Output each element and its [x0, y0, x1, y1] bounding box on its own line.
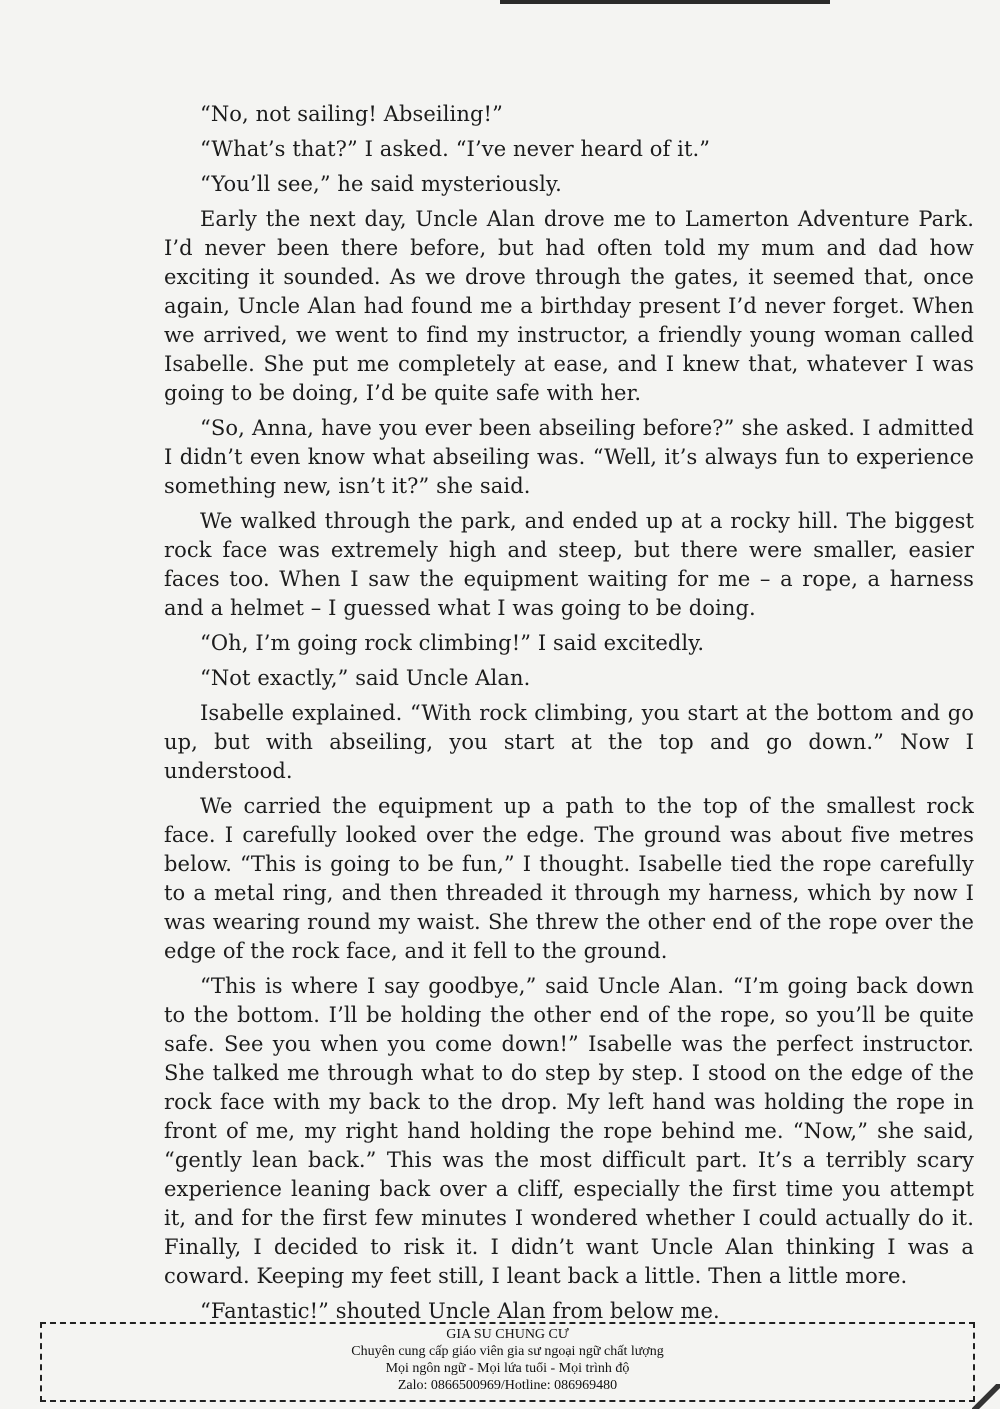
paragraph: Isabelle explained. “With rock climbing, you start at the bottom and go up, but with abseiling, you start at the top and go down.” Now I understood. — [164, 701, 974, 783]
advertisement-box — [40, 1322, 975, 1402]
paragraph: Early the next day, Uncle Alan drove me to Lamerton Adventure Park. I’d never been there before, but had often told my mum and dad how exciting it sounded. As we drove through the gates, it seemed that, once again, Uncle Alan had found me a birthday present I’d never forget. When we arrived, we went to find my instructor, a friendly young woman called Isabelle. She put me completely at ease, and I knew that, whatever I was going to be doing, I’d be quite safe with her. — [164, 207, 974, 405]
scan-edge-line — [500, 0, 830, 4]
paragraph: We walked through the park, and ended up at a rocky hill. The biggest rock face was extremely high and steep, but there were smaller, easier faces too. When I saw the equipment waiting for me – a rope, a harness and a helmet – I guessed what I was going to be doing. — [164, 509, 974, 620]
footer-line: Chuyên cung cấp giáo viên gia sư ngoại ngữ chất lượng — [351, 1344, 664, 1359]
paragraph: “This is where I say goodbye,” said Uncle Alan. “I’m going back down to the bottom. I’ll be holding the other end of the rope, so you’ll be quite safe. See you when you come down!” Isabelle was the perfect instructor. She talked me through what to do step by step. I stood on the edge of the rock face with my back to the drop. My left hand was holding the rope in front of me, my right hand holding the rope behind me. “Now,” she said, “gently lean back.” This was the most difficult part. It’s a terribly scary experience leaning back over a cliff, especially the first time you attempt it, and for the first few minutes I wondered whether I could actually do it. Finally, I decided to risk it. I didn’t want Uncle Alan thinking I was a coward. Keeping my feet still, I leant back a little. Then a little more. — [164, 974, 974, 1288]
page-corner-mark — [972, 1384, 1000, 1409]
paragraph: “You’ll see,” he said mysteriously. — [200, 172, 562, 196]
footer-line: Mọi ngôn ngữ - Mọi lứa tuổi - Mọi trình độ — [385, 1361, 630, 1376]
paragraph: “Not exactly,” said Uncle Alan. — [200, 666, 531, 690]
story-text — [164, 100, 974, 1332]
paragraph: “No, not sailing! Abseiling!” — [200, 102, 503, 126]
footer-title: GIA SU CHUNG CƯ — [446, 1327, 569, 1342]
paragraph: “Oh, I’m going rock climbing!” I said excitedly. — [200, 631, 705, 655]
paragraph: We carried the equipment up a path to the top of the smallest rock face. I carefully looked over the edge. The ground was about five metres below. “This is going to be fun,” I thought. Isabelle tied the rope carefully to a metal ring, and then threaded it through my harness, which by now I was wearing round my waist. She threw the other end of the rope over the edge of the rock face, and it fell to the ground. — [164, 794, 974, 963]
footer-contact: Zalo: 0866500969/Hotline: 086969480 — [397, 1378, 618, 1393]
paragraph: “Fantastic!” shouted Uncle Alan from below me. — [200, 1299, 720, 1323]
paragraph: “So, Anna, have you ever been abseiling before?” she asked. I admitted I didn’t even know what abseiling was. “Well, it’s always fun to experience something new, isn’t it?” she said. — [164, 416, 974, 498]
paragraph: “What’s that?” I asked. “I’ve never heard of it.” — [200, 137, 711, 161]
